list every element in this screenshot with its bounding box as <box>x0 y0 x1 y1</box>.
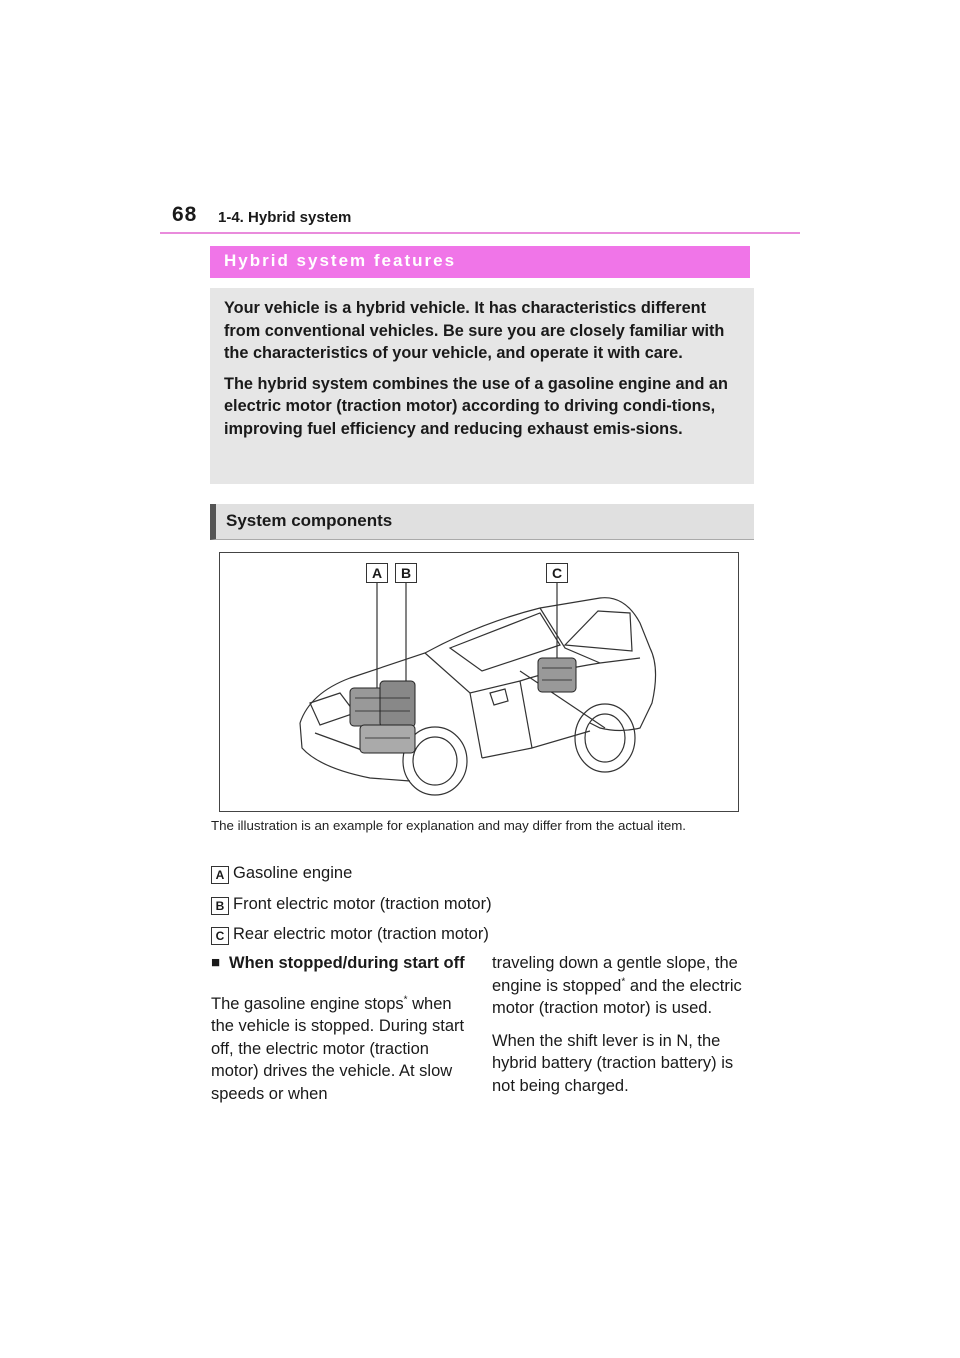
intro-paragraph-2: The hybrid system combines the use of a gasoline engine and an electric motor (traction motor) according to driving condi-tions, improving fuel efficiency and reducing exhaust emis-sions. <box>224 374 728 438</box>
legend-text-c: Rear electric motor (traction motor) <box>233 925 489 943</box>
stopped-heading-text: When stopped/during start off <box>229 954 465 972</box>
left-text-2: when the vehicle is stopped. During start off, the electric motor (traction motor) drives the vehicle. At slow speeds or when <box>211 994 465 1103</box>
legend-key-b: B <box>211 897 229 915</box>
legend-key-c: C <box>211 927 229 945</box>
stopped-heading <box>211 952 473 975</box>
intro-box <box>210 288 754 484</box>
section-title: 1-4. Hybrid system <box>218 209 352 226</box>
car-drawing <box>220 553 738 811</box>
figure-caption: The illustration is an example for explanation and may differ from the actual item. <box>211 818 686 833</box>
footnote-asterisk-1: * <box>403 994 408 1005</box>
right-text-1: traveling down a gentle slope, the engine is stopped <box>492 954 738 995</box>
figure-label-c: C <box>546 563 568 583</box>
footnote-asterisk-2: * <box>621 976 626 987</box>
legend-text-a: Gasoline engine <box>233 864 353 882</box>
figure-label-a: A <box>366 563 388 583</box>
intro-paragraph-1: Your vehicle is a hybrid vehicle. It has characteristics different from conventional vehicles. Be sure you are closely familiar with the characteristics of your vehicle, and operate it with care. <box>224 299 725 362</box>
legend-key-a: A <box>211 866 229 884</box>
left-column <box>211 952 473 1105</box>
components-header <box>210 504 754 540</box>
page-number: 68 <box>172 203 198 226</box>
features-title-bar <box>210 246 750 278</box>
right-column <box>492 952 754 1097</box>
square-bullet-icon: ■ <box>211 954 221 971</box>
right-paragraph-2: When the shift lever is in N, the hybrid battery (traction battery) is not being charged. <box>492 1031 734 1095</box>
legend-text-b: Front electric motor (traction motor) <box>233 895 492 913</box>
left-paragraph <box>211 993 473 1106</box>
figure-label-b: B <box>395 563 417 583</box>
features-title: Hybrid system features <box>224 251 457 270</box>
right-text-2: and the electric motor (traction motor) is used. <box>492 976 742 1017</box>
components-title: System components <box>226 511 393 530</box>
right-paragraph-1 <box>492 952 754 1020</box>
left-text-1: The gasoline engine stops <box>211 994 404 1013</box>
vehicle-illustration <box>219 552 739 812</box>
header-divider <box>160 232 800 234</box>
